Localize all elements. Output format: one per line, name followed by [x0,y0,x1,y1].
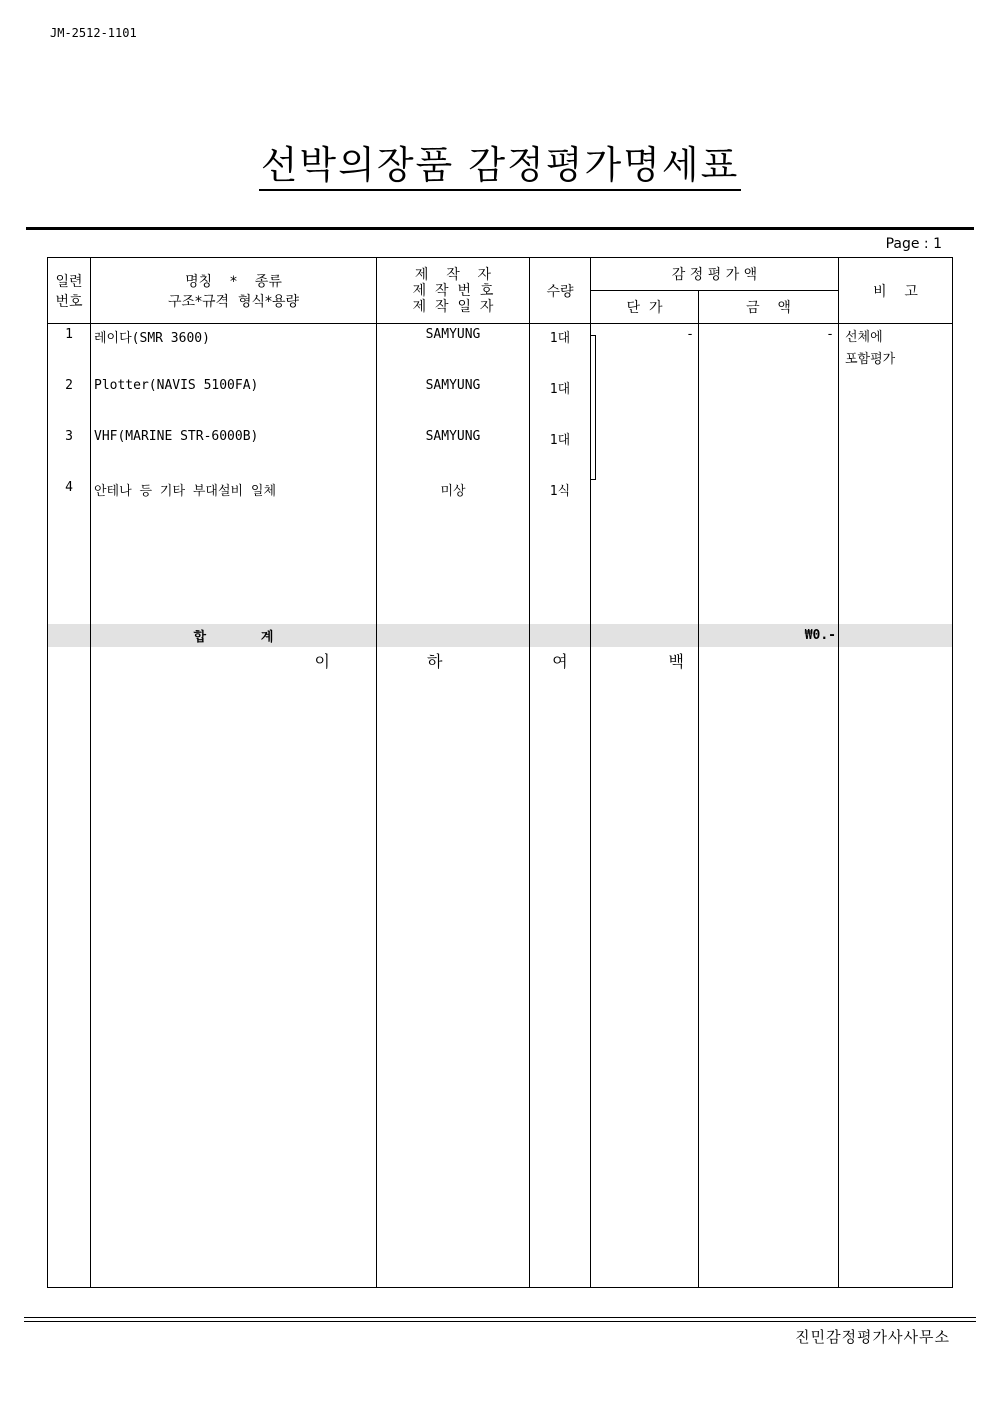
group-bracket [590,335,596,480]
amount-word-3: 여 [530,647,591,1287]
header-serial [48,258,91,324]
row-remark [839,375,953,426]
row-no: 2 [48,375,91,426]
row-remark [839,477,953,528]
row-remark [839,324,953,376]
row-unit-price [591,375,699,426]
row-no: 1 [48,324,91,376]
office-name: 진민감정평가사사무소 [795,1328,950,1346]
header-amount: 금 액 [699,291,839,324]
appraisal-table [47,257,953,1288]
footer-rule-bottom [24,1321,976,1322]
document-number: JM-2512-1101 [50,26,137,40]
table-row [48,426,953,477]
title-rule [26,227,974,230]
header-maker-1: 제 작 자 [414,266,492,283]
row-unit-price: - [591,324,699,376]
amount-word-4: 백 [591,647,699,1287]
header-maker-2: 제 작 번 호 [412,282,494,299]
row-unit-price [591,426,699,477]
row-amount [699,426,839,477]
row-name: 안테나 등 기타 부대설비 일체 [91,477,377,528]
row-qty: 1식 [530,477,591,528]
header-appraisal: 감 정 평 가 액 [591,258,839,291]
header-maker [377,258,530,324]
row-qty: 1대 [530,375,591,426]
header-maker-3: 제 작 일 자 [412,298,494,315]
row-maker: SAMYUNG [377,426,530,477]
header-serial-1: 일련 [55,273,83,290]
header-remark: 비 고 [839,258,953,324]
row-qty: 1대 [530,426,591,477]
header-serial-2: 번호 [55,293,83,310]
page-number: Page : 1 [885,236,942,252]
header-name-2: 구조*규격 형식*용량 [167,293,300,310]
row-no: 3 [48,426,91,477]
row-maker: SAMYUNG [377,324,530,376]
row-remark [839,426,953,477]
header-unit-price: 단 가 [591,291,699,324]
footer-rule-top [24,1317,976,1318]
row-amount [699,477,839,528]
header-name-1: 명칭 * 종류 [185,273,282,290]
row-amount [699,375,839,426]
row-maker: 미상 [377,477,530,528]
amount-words-row [48,647,953,1287]
header-name [91,258,377,324]
table-row [48,324,953,376]
header-qty: 수량 [530,258,591,324]
total-label: 합 계 [91,624,377,647]
total-row [48,624,953,647]
row-unit-price [591,477,699,528]
amount-word-2: 하 [377,647,530,1287]
title-text: 선박의장품 감정평가명세표 [259,143,742,191]
blank-row [48,528,953,624]
row-name: VHF(MARINE STR-6000B) [91,426,377,477]
row-maker: SAMYUNG [377,375,530,426]
amount-word-1: 이 [91,647,377,1287]
row-name: 레이다(SMR 3600) [91,324,377,376]
table-row [48,375,953,426]
table-row [48,477,953,528]
row-amount: - [699,324,839,376]
row-name: Plotter(NAVIS 5100FA) [91,375,377,426]
row-remark-2: 포함평가 [845,352,896,367]
total-amount: ₩0.- [699,624,839,647]
row-remark-1: 선체에 [845,330,883,345]
page-title [0,134,1000,189]
row-qty: 1대 [530,324,591,376]
row-no: 4 [48,477,91,528]
